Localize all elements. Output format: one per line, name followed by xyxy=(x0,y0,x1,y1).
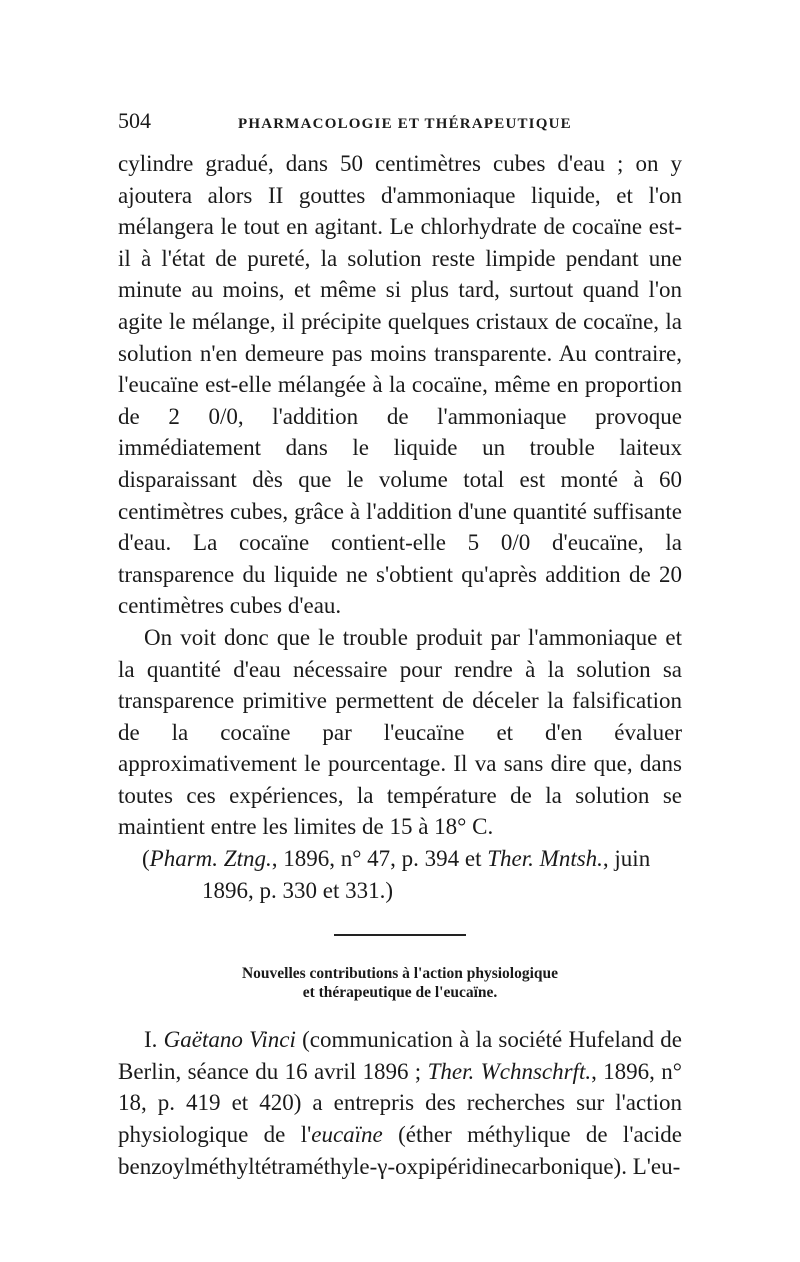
running-title: PHARMACOLOGIE ET THÉRAPEUTIQUE xyxy=(238,116,572,132)
running-head xyxy=(118,108,682,142)
section-heading xyxy=(118,964,682,1002)
section-heading-line-2: et thérapeutique de l'eucaïne. xyxy=(302,984,498,1002)
journal-name: Ther. Wchnschrft. xyxy=(427,1058,592,1084)
paragraph-vinci xyxy=(118,1024,682,1182)
paragraph-continued: cylindre gradué, dans 50 centimètres cubes d'eau ; on y ajoutera alors II gouttes d'ammoniaque liquide, et l'on mélangera le tout en agitant. Le chlorhydrate de cocaïne est-il à l'état de pureté, la solution reste limpide pendant une minute au moins, et même si plus tard, surtout quand l'on agite le mélange, il précipite quelques cristaux de cocaïne, la solution n'en demeure pas moins transparente. Au contraire, l'eucaïne est-elle mélangée à la cocaïne, même en proportion de 2 0/0, l'addition de l'ammoniaque provoque immédiatement dans le liquide un trouble laiteux disparaissant dès que le volume total est monté à 60 centimètres cubes, grâce à l'addition d'une quantité suffisante d'eau. La cocaïne contient-elle 5 0/0 d'eucaïne, la transparence du liquide ne s'obtient qu'après addition de 20 centimètres cubes d'eau. xyxy=(118,151,682,619)
citation xyxy=(118,843,682,906)
paragraph-text-2: , 1896, n° 18, p. 419 et 420) a entrepris des recherches sur l'action physiologique de l' xyxy=(118,1058,682,1148)
paragraph-text-3: (éther méthylique de l'acide benzoylméthyltétraméthyle-γ-oxpipéridinecarbonique). L'eu- xyxy=(118,1122,682,1179)
section-heading-line-1: Nouvelles contributions à l'action physiologique xyxy=(241,965,559,983)
citation-open: ( xyxy=(142,846,150,872)
citation-journal-1: Pharm. Ztng. xyxy=(149,846,272,872)
page-number: 504 xyxy=(118,108,151,133)
section-divider xyxy=(334,934,466,936)
paragraph-conclusion: On voit donc que le trouble produit par l'ammoniaque et la quantité d'eau nécessaire pour rendre à la solution sa transparence primitive permettent de déceler la falsification de la cocaïne par l'eucaïne et d'en évaluer approximativement le pourcentage. Il va sans dire que, dans toutes ces expériences, la température de la solution se maintient entre les limites de 15 à 18° C. xyxy=(118,624,682,840)
author-name: Gaëtano Vinci xyxy=(163,1027,296,1053)
citation-details-2: , juin 1896, p. 330 et 331.) xyxy=(202,846,651,903)
substance-name: eucaïne xyxy=(311,1122,383,1148)
citation-details-1: , 1896, n° 47, p. 394 et xyxy=(271,846,488,872)
paragraph-text-1: (communication à la société Hufeland de Berlin, séance du 16 avril 1896 ; xyxy=(118,1027,682,1084)
book-page xyxy=(118,108,682,1182)
item-number: I. xyxy=(144,1027,164,1053)
citation-journal-2: Ther. Mntsh. xyxy=(487,846,603,872)
